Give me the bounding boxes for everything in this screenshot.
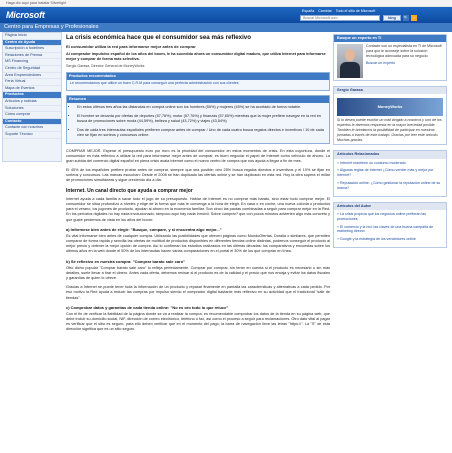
summary-item: • Dos de cada tres internautas españoles prefieren comprar antes de comprar / Uno de cada cuatro busca regalos directos e inventivos / 10 de cada cien se fijan en sorteos y concursos online. xyxy=(77,128,329,138)
silverlight-notice[interactable]: Haga clic aquí para instalar Silverlight xyxy=(0,0,452,7)
expert-box xyxy=(333,34,447,81)
subheading: c) Comprobar datos y garantías de cada tienda online: "No es oro todo lo que reluce" xyxy=(66,304,229,310)
sidebar-item[interactable]: Área Emprendedores xyxy=(3,73,61,80)
sidebar-item[interactable]: Página Inicio xyxy=(3,33,61,40)
related-articles-head: Artículos Relacionados xyxy=(334,151,446,158)
author-articles-head: Artículos del Autor xyxy=(334,203,446,210)
recommended-products-head: Productos recomendados xyxy=(67,73,329,80)
related-articles-list xyxy=(337,161,443,191)
section-title: Centro para Empresas y Profesionales xyxy=(0,23,452,32)
search-input[interactable]: Buscar Microsoft.com xyxy=(300,15,380,21)
sidebar-item[interactable]: Relaciones de Prensa xyxy=(3,53,61,60)
author-article-link[interactable]: » La crisis propicia que los negocios online prefieran las promociones xyxy=(337,212,443,222)
summary-list xyxy=(67,105,329,139)
author-articles-list xyxy=(337,212,443,242)
sidebar-item[interactable]: Soluciones xyxy=(3,106,61,113)
sidebar-item[interactable]: Mapa de Eventos xyxy=(3,86,61,93)
header-link-change[interactable]: Cambiar xyxy=(318,9,332,13)
expert-body xyxy=(334,42,446,80)
sidebar-item[interactable]: MS Financing xyxy=(3,59,61,66)
summary-head: Resumen xyxy=(67,96,329,103)
article-paragraph: El 45% de los españoles prefiere probar antes de comprar, siempre que sea posible; otro 25% busca regalos directos e inventivos y el 10% se fijan en sorteos y concursos. Las marcas escuchan: Desde el 2008 se han duplicado las ofertas online y se han duplicado en esta red. Hoy la cifra supera el millar de promociones simultáneas y sigue creciendo día a día. xyxy=(66,167,330,183)
related-articles-box xyxy=(333,150,447,196)
author-body xyxy=(334,94,446,144)
bing-button[interactable]: bing xyxy=(383,15,401,21)
right-column xyxy=(333,34,447,253)
article-paragraph: Es vital informarse bien antes de cualquier compra. Utilizando las posibilidades que ofrecen páginas como MundoOfertas, Doralia o similares, que permiten comparar de forma rápida y sencilla las ofertas de multitud de productos disponibles en diferentes tiendas online distintas, podemos conseguir el producto al mejor precio y obtener la mejor opción de compra. Así lo confirman los estudios realizados en las últimas décadas: los comparativos y encuestas sobre los últimos años en la web donde el 50% de los internautas hacen varias comparaciones en el portal el 30% de los que compran en línea. xyxy=(66,234,330,254)
article-sublead: Al comprador impulsivo español de los años del boom, le ha sucedido ahora un consumidor digital maduro, que utiliza Internet para informarse mejor y comprar de forma más selectiva. xyxy=(66,51,326,61)
article-lead: El consumidor utiliza la red para informarse mejor antes de comprar xyxy=(66,44,196,50)
expert-text: Contacte con un especialista en TI de Microsoft para que le aconseje sobre la solución tecnológica adecuada para su negocio. xyxy=(366,44,442,58)
article-paragraph: COMPRAR MEJOR. Esperar el presupuesto euro por euro es la prioridad del consumidor en estos momentos de crisis. En esta coyuntura, donde el consumidor es más reflexivo a utilizar la red para informarse mejor antes de comprar, es buen negociar el papel de Internet como vehículo de ahorro. La gran subida del comercio digital español en plena crisis avala Internet como el nuevo centro de compra que nos ayuda a llegar a fin de mes. xyxy=(66,148,330,163)
header-link-country[interactable]: España xyxy=(302,9,315,13)
sidebar-item[interactable]: Productos xyxy=(3,92,61,99)
header-links xyxy=(302,9,378,14)
article-byline: Sergio Garasa, Director General de MoneyWorks xyxy=(66,64,145,68)
article-paragraph: Internet ayuda a cada familia a sacar todo el jugo de su presupuesto. Hablar de Internet es no comprar más barato, sino estar todo comprar mejor. El consumidor se sitúa profundizó a niveles y elige de la forma que más le convenga a la hora de elegir. En casa o en coche, una nueva colonia o productos para el verano, los jugones de producto, ayudan al ahorro en la economía familiar. Son cinco las pautas combinadas a seguir para comprar mejor en la Red. En los períodos digitales no hay nada involucionado, tampoco aquí hay nada inmóvil. Sobre comprar? que con pocos minutos advierten algo más concreto y que guste perdemos de vista en los años del boom: xyxy=(66,197,330,222)
section-heading: Internet. Un canal directo que ayuda a comprar mejor xyxy=(66,188,193,195)
author-head: Sergio Garasa xyxy=(334,87,446,94)
sidebar-item[interactable]: Feria Virtual xyxy=(3,79,61,86)
recommended-products-text[interactable]: Le recomendamos que utilice un buen C.R.M para conseguir una perfecta administración con sus clientes xyxy=(70,80,239,85)
sidebar-item[interactable]: Centro de Ayuda xyxy=(3,40,61,47)
subheading: a) Infórmese bien antes de elegir: "Busque, compare, y si encuentra algo mejor..." xyxy=(66,226,222,232)
expert-head: Busque un experto en TI xyxy=(334,35,446,42)
sidebar-item[interactable]: Contacte con nosotros xyxy=(3,125,61,132)
author-text: Si lo desea puede escribir un mail dirigido a nosotros y uno de los expertos le daremos respuesta en la mayor brevedad posible. También le brindamos la posibilidad de participar en nuestras jornadas a través de este trabajo. Gracias por leer este artículo. Muchas gracias. xyxy=(337,118,442,142)
header-link-all-sites[interactable]: Todo el sitio de Microsoft xyxy=(335,9,376,13)
subheading: b) Sé reflexivo en nuestra compra: "Comprar barato sale caro" xyxy=(66,258,185,264)
author-articles-body xyxy=(334,210,446,247)
summary-box xyxy=(66,95,330,144)
summary-item: • En estos últimos tres años las distancias en compra online son los hombres (55%) y mujeres (45%) se ha acortado de forma notable. xyxy=(77,105,329,110)
expert-link[interactable]: Buscar un experto xyxy=(366,60,396,65)
author-article-link[interactable]: » El comercio y la red: las claves de una buena campaña de marketing directo xyxy=(337,225,443,235)
sidebar-item[interactable]: Centro de Seguridad xyxy=(3,66,61,73)
microsoft-logo[interactable]: Microsoft xyxy=(6,10,45,20)
summary-item: • El hombre se decanta por ofertas de deportes (57,78%), motor (57,76%) y finanzas (57,65%) mientras que la mujer prefiere navegar en la red en busca de promociones sobre moda (44,59%), belleza y salud (43,72%) y viajes (43,54%) xyxy=(77,114,329,124)
page-body xyxy=(0,32,452,453)
article xyxy=(66,32,330,337)
sidebar-item[interactable]: Contacto xyxy=(3,119,61,126)
article-paragraph: Con el fin de verificar la fiabilidad de la página donde se va a realizar la compra, es recomendable comprobar los datos de la tienda en su página web, que debe incluir su domicilio social, NIF, dirección de correo electrónico, teléfono o fax, así como el proceso a seguir para reclamaciones. Otro dato vital al pagar es verificar que el sitio es seguro, para ello deben verificar que en el momento del pago, la barra de navegación lleve las letras "https://". La "S" de esta dirección significa que es un sitio seguro. xyxy=(66,312,330,332)
author-articles-box xyxy=(333,202,447,248)
expert-text-wrap xyxy=(366,44,443,78)
article-paragraph: Gracias a Internet se puede tener toda la información de un producto y repasar finamente en pantalla las características y alternativas a cada pedido. Por eso motivo la Red ayuda a reducir las compras por impulso siendo el comprador digital bastante más reflexivo en su actividad que el tradicional "salir de tiendas". xyxy=(66,285,330,300)
article-paragraph: Otro dicho popular "Comprar barato sale caro" lo refleja perfectamente. Comprar por comprar, sin tener en cuenta si el producto es necesario o sin más detalles, suele llevar a tirar el dinero. Antes cada oferta, debemos revisar si el producto es de la calidad y el precio que nos encaja y evitar los datos fiscales y garantías de quien lo ofrece. xyxy=(66,265,330,281)
sidebar-item[interactable]: Suscripción a boletines xyxy=(3,46,61,53)
site-header xyxy=(0,7,452,23)
go-arrow-icon[interactable]: › xyxy=(411,15,417,21)
author-company-logo: MoneyWorks xyxy=(337,98,443,116)
search-icon[interactable]: 🔍 xyxy=(403,15,409,20)
sidebar-item[interactable]: Artículos y noticias xyxy=(3,99,61,106)
sidebar-item[interactable]: Cómo comprar xyxy=(3,112,61,119)
sidebar xyxy=(2,32,62,162)
author-article-link[interactable]: » Google y la estrategia de los vendedores online xyxy=(337,237,443,242)
recommended-products-box xyxy=(66,72,330,91)
related-article-link[interactable]: » Algunas reglas de Internet ¿Cómo vender más y mejor por Internet? xyxy=(337,168,443,178)
article-title: La crisis económica hace que el consumidor sea más reflexivo xyxy=(66,34,252,41)
related-article-link[interactable]: » Reputación online: ¿Cómo gestionar la reputación online de su marca? xyxy=(337,181,443,191)
author-box xyxy=(333,86,447,145)
related-articles-body xyxy=(334,159,446,196)
expert-photo xyxy=(337,44,363,78)
sidebar-item[interactable]: Soporte Técnico xyxy=(3,132,61,139)
related-article-link[interactable]: » Internet mantiene un consumo moderado xyxy=(337,161,443,166)
